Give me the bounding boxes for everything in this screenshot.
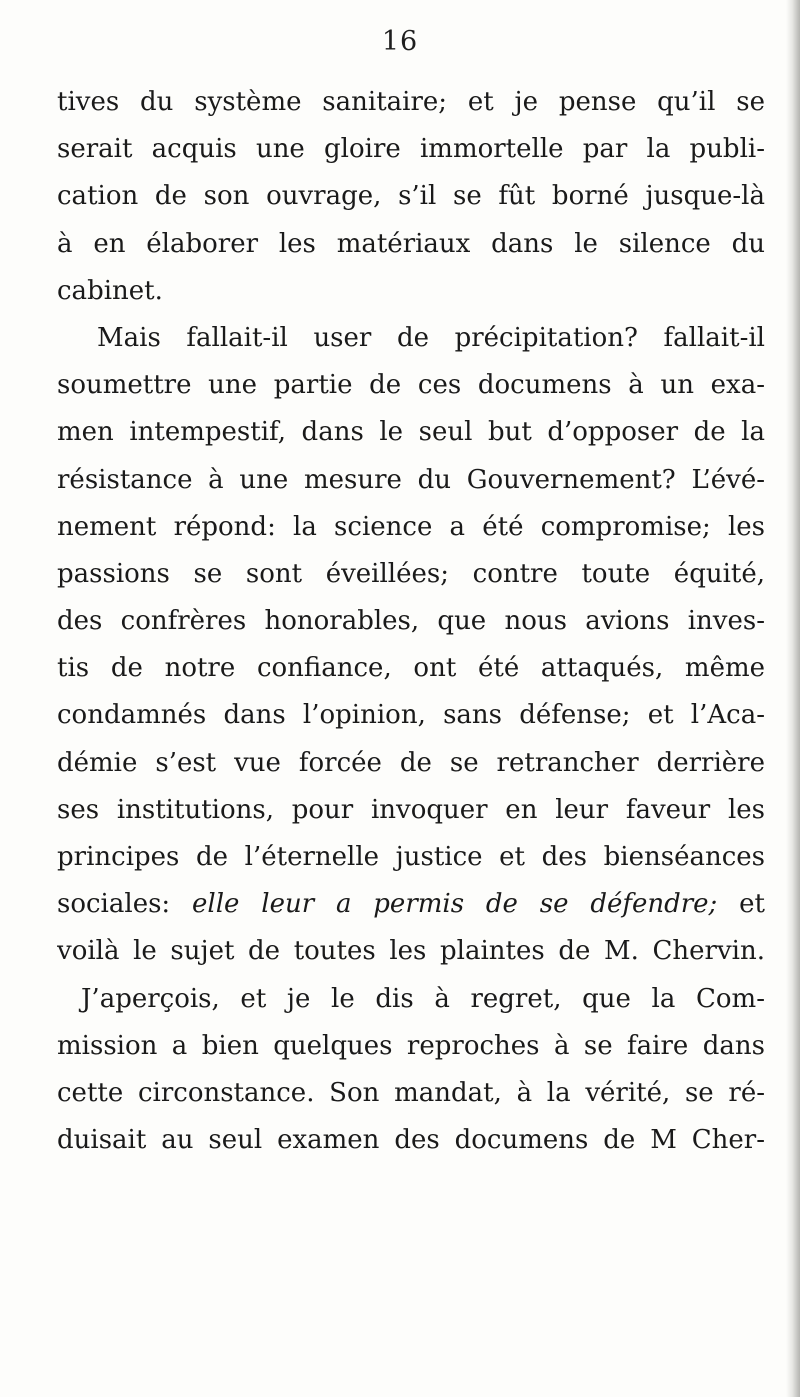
text-line-12: des confrères honorables, que nous avions inves-: [57, 606, 765, 637]
body-text: [57, 79, 765, 1164]
text-line-23: duisait au seul examen des documens de M Cher-: [57, 1125, 765, 1156]
text-line-1: tives du système sanitaire; et je pense qu’il se: [57, 87, 765, 117]
text-line-15: démie s’est vue forcée de se retrancher derrière: [57, 747, 765, 778]
text-line-20: J’aperçois, et je le dis à regret, que la Com-: [81, 983, 765, 1014]
text-line-11: passions se sont éveillées; contre toute équité,: [57, 558, 765, 589]
italic-quote: elle leur a permis de se défendre;: [192, 889, 718, 920]
page-edge-shadow: [786, 0, 800, 1397]
text-line-14: condamnés dans l’opinion, sans défense; et l’Aca-: [57, 700, 765, 731]
text-line-17: principes de l’éternelle justice et des bienséances: [57, 842, 765, 872]
text-line-21: mission a bien quelques reproches à se faire dans: [57, 1030, 765, 1061]
text-line-5: cabinet.: [57, 275, 163, 306]
text-line-4: à en élaborer les matériaux dans le silence du: [57, 228, 765, 259]
text-line-7: soumettre une partie de ces documens à un exa-: [57, 370, 765, 401]
text-line-22: cette circonstance. Son mandat, à la vérité, se ré-: [57, 1077, 765, 1108]
text-line-3: cation de son ouvrage, s’il se fût borné jusque-là: [57, 181, 765, 212]
text-line-18-end: et: [717, 889, 765, 920]
text-line-16: ses institutions, pour invoquer en leur faveur les: [57, 794, 765, 825]
page-number: 16: [381, 26, 419, 57]
text-line-13: tis de notre confiance, ont été attaqués, même: [57, 653, 765, 684]
text-line-18-start: sociales:: [57, 889, 193, 920]
text-line-18: [57, 881, 765, 928]
text-line-10: nement répond: la science a été compromise; les: [57, 511, 765, 542]
text-line-19: voilà le sujet de toutes les plaintes de M. Chervin.: [57, 936, 765, 967]
text-line-8: men intempestif, dans le seul but d’opposer de la: [57, 417, 765, 448]
text-line-6: Mais fallait-il user de précipitation? fallait-il: [97, 322, 765, 353]
text-line-9: résistance à une mesure du Gouvernement? L’évé-: [57, 464, 765, 495]
text-line-2: serait acquis une gloire immortelle par la publi-: [57, 134, 765, 165]
